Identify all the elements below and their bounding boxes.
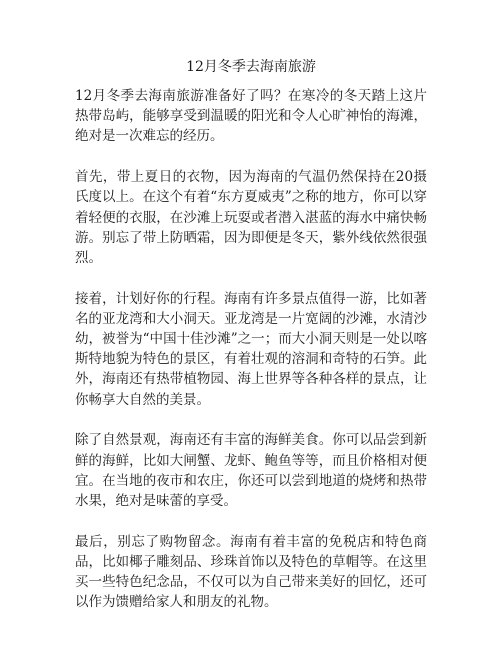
paragraph-intro: 12月冬季去海南旅游准备好了吗？在寒冷的冬天踏上这片热带岛屿，能够享受到温暖的阳光和令人心旷神怡的海滩，绝对是一次难忘的经历。 — [75, 88, 427, 145]
paragraph-shopping: 最后，别忘了购物留念。海南有着丰富的免税店和特色商品，比如椰子雕刻品、珍珠首饰以及特色的草帽等。在这里买一些特色纪念品，不仅可以为自己带来美好的回忆，还可以作为馈赠给家人和朋友的礼物。 — [75, 533, 427, 611]
document-title: 12月冬季去海南旅游 — [186, 59, 316, 75]
paragraph-clothing: 首先，带上夏日的衣物，因为海南的气温仍然保持在20摄氏度以上。在这个有着“东方夏威夷”之称的地方，你可以穿着轻便的衣服，在沙滩上玩耍或者潜入湛蓝的海水中痛快畅游。别忘了带上防晒霜，因为即便是冬天，紫外线依然很强烈。 — [75, 169, 427, 266]
paragraph-food: 除了自然景观，海南还有丰富的海鲜美食。你可以品尝到新鲜的海鲜，比如大闸蟹、龙虾、鲍鱼等等，而且价格相对便宜。在当地的夜市和农庄，你还可以尝到地道的烧烤和热带水果，绝对是味蕾的享受。 — [75, 432, 427, 509]
paragraph-itinerary: 接着，计划好你的行程。海南有许多景点值得一游，比如著名的亚龙湾和大小洞天。亚龙湾是一片宽阔的沙滩，水清沙幼，被誉为“中国十佳沙滩”之一；而大小洞天则是一处以喀斯特地貌为特色的景区，有着壮观的溶洞和奇特的石笋。此外，海南还有热带植物园、海上世界等各种各样的景点，让你畅享大自然的美景。 — [75, 290, 427, 408]
